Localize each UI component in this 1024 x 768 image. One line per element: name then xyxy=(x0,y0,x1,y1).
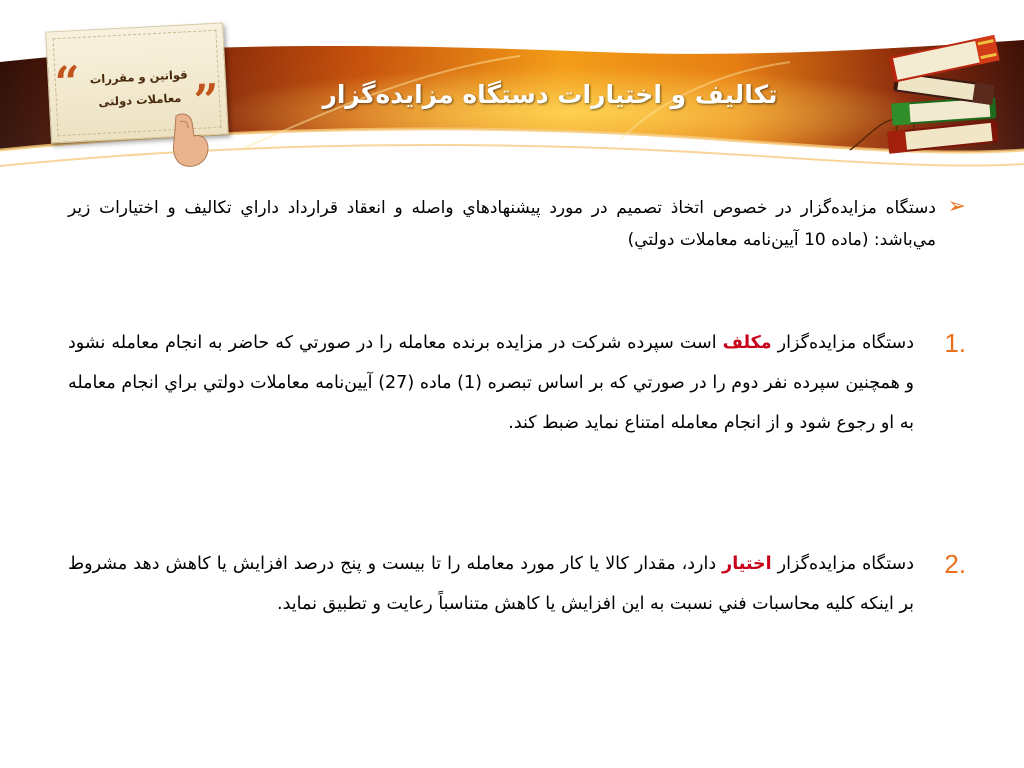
hand-icon xyxy=(168,112,214,168)
arrow-bullet-icon: ➢ xyxy=(947,194,966,219)
close-quote-icon: „ xyxy=(192,49,221,103)
page-title: تكاليف و اختيارات دستگاه مزايده‌گزار xyxy=(322,80,778,109)
list-item-text xyxy=(68,323,914,443)
list-item-text-start: دستگاه مزايده‌گزار xyxy=(771,554,914,574)
list-item-number: 2. xyxy=(944,549,966,579)
sticky-note-line-1: قوانين و مقررات xyxy=(89,67,188,87)
list-item-text-end: دارد، مقدار كالا يا كار مورد معامله را تا بيست و پنج درصد افزايش يا كاهش دهد مشروط بر اينكه كليه محاسبات فني نسبت به اين افزايش يا كاهش متناسباً رعايت و تطبيق نمايد. xyxy=(68,554,914,614)
sticky-note-line-2: معاملات دولتی xyxy=(98,90,182,110)
list-item-number: 1. xyxy=(944,328,966,358)
highlight-word: مكلف xyxy=(722,333,772,353)
list-item-text xyxy=(68,544,914,624)
list-item-text-end: است سپرده شركت در مزايده برنده معامله را در صورتي كه حاضر به انجام معامله نشود و همچنين سپرده نفر دوم را در صورتي كه بر اساس تبصره (1) ماده (27) آيين‌نامه معاملات دولتي براي انجام معامله به او رجوع شود و از انجام معامله امتناع نمايد ضبط كند. xyxy=(68,333,914,433)
list-item-1 xyxy=(68,323,966,443)
list-item-text-start: دستگاه مزايده‌گزار xyxy=(771,333,915,353)
intro-text: دستگاه مزايده‌گزار در خصوص اتخاذ تصميم در مورد پيشنهادهاي واصله و انعقاد قرارداد داراي تكاليف و اختيارات زير مي‌باشد: (ماده 10 آيين‌نامه معاملات دولتي) xyxy=(68,198,936,250)
open-quote-icon: “ xyxy=(53,57,82,110)
books-icon xyxy=(878,28,1008,168)
highlight-word: اختيار xyxy=(722,554,772,574)
intro-bullet xyxy=(68,192,966,256)
sticky-note-text xyxy=(78,63,200,115)
list-item-2 xyxy=(68,544,966,624)
